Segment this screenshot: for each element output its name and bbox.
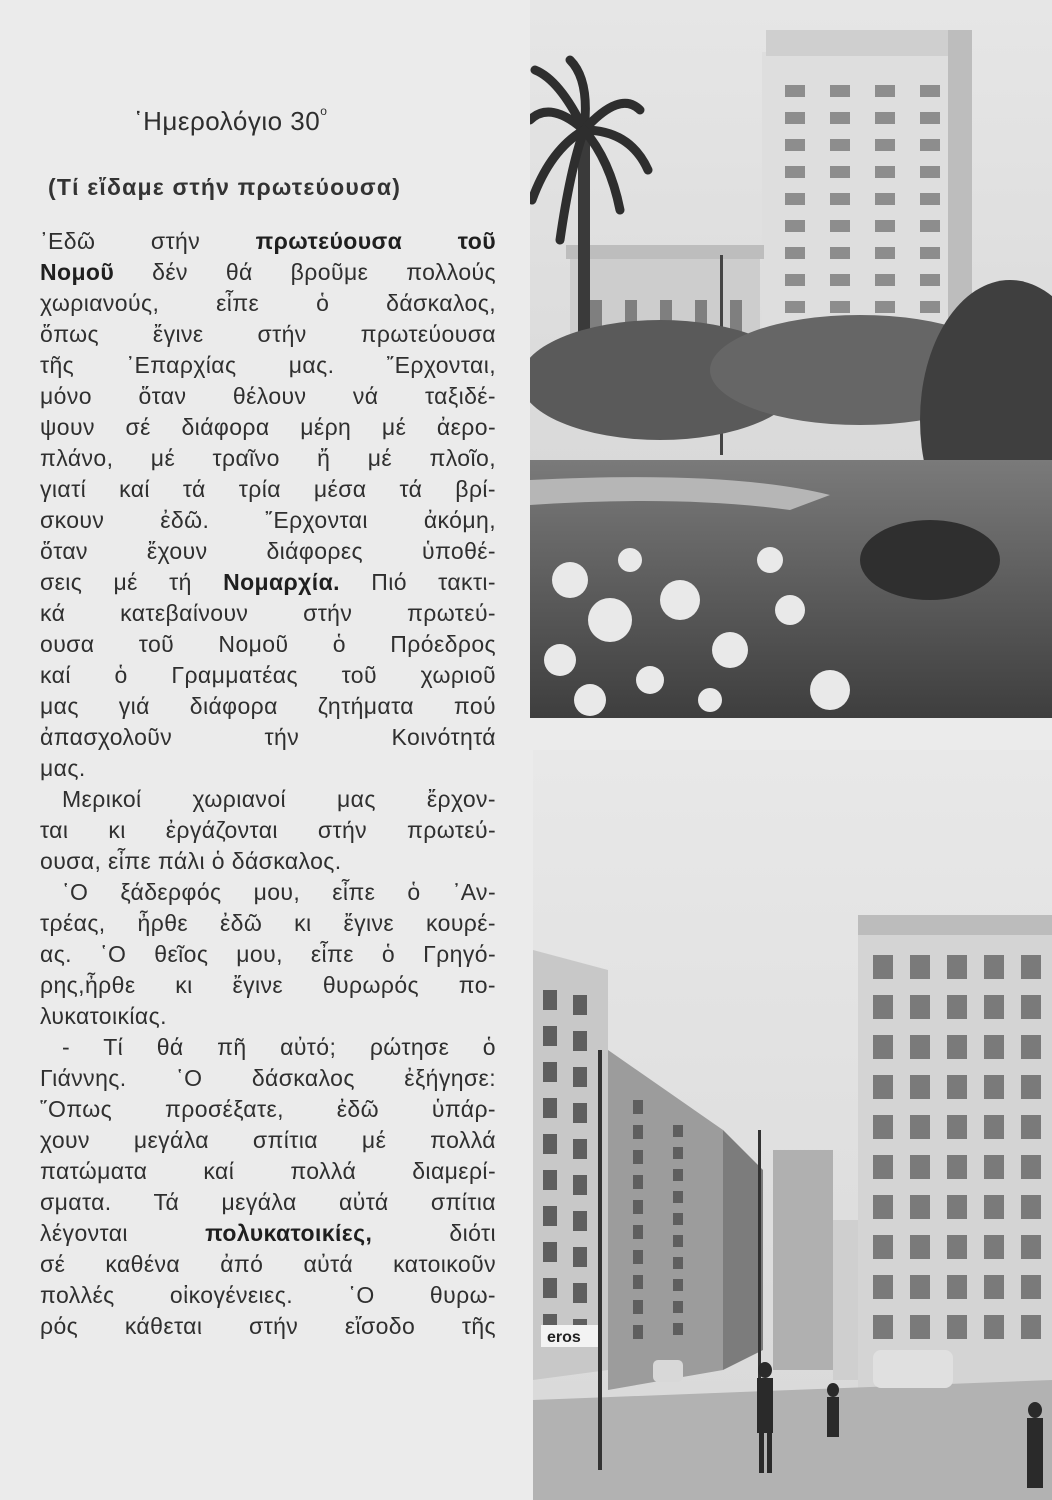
window <box>920 220 940 232</box>
window <box>785 166 805 178</box>
window <box>984 1035 1004 1059</box>
window <box>673 1191 683 1203</box>
text-line <box>40 939 496 970</box>
text-run: δέν θά βροῦμε πολλούς <box>114 259 496 285</box>
window <box>984 1115 1004 1139</box>
window <box>785 220 805 232</box>
window <box>875 112 895 124</box>
window <box>1021 1315 1041 1339</box>
window <box>910 1235 930 1259</box>
window <box>910 1155 930 1179</box>
text-run: τρέας, ἦρθε ἐδῶ κι ἔγινε κουρέ- <box>40 910 496 936</box>
text-run: σέ καθένα ἀπό αὐτά κατοικοῦν <box>40 1251 496 1277</box>
text-run: ρός κάθεται στήν εἴσοδο τῆς <box>40 1313 496 1339</box>
window <box>920 247 940 259</box>
text-run: σματα. Τά μεγάλα αὐτά σπίτια <box>40 1189 496 1215</box>
window <box>633 1325 643 1339</box>
window <box>673 1279 683 1291</box>
window <box>984 1155 1004 1179</box>
flower <box>552 562 588 598</box>
text-run: ὅπως ἔγινε στήν πρωτεύουσα <box>40 321 496 347</box>
text-line <box>40 1249 496 1280</box>
window <box>573 1067 587 1087</box>
window <box>873 955 893 979</box>
window <box>1021 1195 1041 1219</box>
window <box>633 1150 643 1164</box>
text-line <box>40 474 496 505</box>
text-run: ται κι ἐργάζονται στήν πρωτεύ- <box>40 817 496 843</box>
flower <box>757 547 783 573</box>
text-run: ῾Ο ξάδερφός μου, εἶπε ὁ ᾿Αν- <box>62 879 496 905</box>
text-line <box>40 319 496 350</box>
window <box>873 1275 893 1299</box>
text-run: λυκατοικίας. <box>40 1003 167 1029</box>
window <box>875 193 895 205</box>
window <box>673 1257 683 1269</box>
window <box>1021 1115 1041 1139</box>
window <box>875 274 895 286</box>
window <box>947 1315 967 1339</box>
text-run: κά κατεβαίνουν στήν πρωτεύ- <box>40 600 496 626</box>
window <box>984 995 1004 1019</box>
title-text: ῾Ημερολόγιο 30 <box>134 106 321 136</box>
text-line <box>40 381 496 412</box>
text-line <box>40 536 496 567</box>
window <box>543 1206 557 1226</box>
bold-term: πολυκατοικίες, <box>205 1220 373 1246</box>
text-run: ἀπασχολοῦν τήν Κοινότητά <box>40 724 496 750</box>
window <box>1021 1275 1041 1299</box>
window <box>633 1275 643 1289</box>
window <box>830 139 850 151</box>
flower <box>618 548 642 572</box>
text-line <box>40 443 496 474</box>
window <box>785 247 805 259</box>
window <box>920 301 940 313</box>
text-run: μας. <box>40 755 86 781</box>
window <box>947 1035 967 1059</box>
text-line <box>40 1032 496 1063</box>
window <box>673 1213 683 1225</box>
window <box>984 955 1004 979</box>
text-run: καί ὁ Γραμματέας τοῦ χωριοῦ <box>40 662 496 688</box>
window <box>785 112 805 124</box>
window <box>830 274 850 286</box>
text-run: σκουν ἐδῶ. ῎Ερχονται ἀκόμη, <box>40 507 496 533</box>
text-run: σεις μέ τή <box>40 569 224 595</box>
window <box>1021 1035 1041 1059</box>
text-line <box>40 226 496 257</box>
text-line <box>40 1063 496 1094</box>
window <box>873 1315 893 1339</box>
bold-term: Νομοῦ <box>40 259 115 285</box>
window <box>873 1155 893 1179</box>
window <box>947 955 967 979</box>
window <box>920 112 940 124</box>
window <box>910 1275 930 1299</box>
window <box>633 1125 643 1139</box>
window <box>573 1103 587 1123</box>
text-line <box>40 815 496 846</box>
text-run: πλάνο, μέ τραῖνο ἤ μέ πλοῖο, <box>40 445 496 471</box>
text-run: ας. ῾Ο θεῖος μου, εἶπε ὁ Γρηγό- <box>40 941 496 967</box>
text-line <box>40 629 496 660</box>
photo-top-image <box>530 0 1052 718</box>
window <box>543 1170 557 1190</box>
window <box>673 1147 683 1159</box>
text-line <box>40 598 496 629</box>
text-run: ῞Οπως προσέξατε, ἐδῶ ὑπάρ- <box>40 1096 496 1122</box>
window <box>573 1031 587 1051</box>
window <box>573 1247 587 1267</box>
window <box>947 1195 967 1219</box>
window <box>910 1035 930 1059</box>
window <box>873 1115 893 1139</box>
text-run: Μερικοί χωριανοί μας ἔρχον- <box>62 786 496 812</box>
window <box>873 1075 893 1099</box>
text-line <box>40 567 496 598</box>
window <box>873 1235 893 1259</box>
window <box>875 166 895 178</box>
window <box>920 139 940 151</box>
window <box>920 85 940 97</box>
window <box>543 1134 557 1154</box>
window <box>573 1175 587 1195</box>
window <box>785 139 805 151</box>
text-line <box>40 1125 496 1156</box>
text-line <box>40 1094 496 1125</box>
text-line <box>40 350 496 381</box>
text-run: - Τί θά πῆ αὐτό; ρώτησε ὁ <box>62 1034 496 1060</box>
window <box>920 193 940 205</box>
window <box>875 247 895 259</box>
text-line <box>40 1280 496 1311</box>
window <box>785 193 805 205</box>
window <box>830 112 850 124</box>
text-line <box>40 1311 496 1342</box>
text-run: ψουν σέ διάφορα μέρη μέ ἀερο- <box>40 414 496 440</box>
window <box>673 1301 683 1313</box>
window <box>633 1250 643 1264</box>
text-line <box>40 691 496 722</box>
window <box>633 1225 643 1239</box>
window <box>543 1278 557 1298</box>
window <box>1021 1075 1041 1099</box>
window <box>633 1200 643 1214</box>
body-text <box>40 226 496 1342</box>
window <box>785 301 805 313</box>
window <box>830 301 850 313</box>
window <box>875 220 895 232</box>
window <box>673 1169 683 1181</box>
window <box>830 193 850 205</box>
text-run: Πιό τακτι- <box>339 569 496 595</box>
window <box>984 1195 1004 1219</box>
window <box>785 85 805 97</box>
flower <box>775 595 805 625</box>
flower <box>698 688 722 712</box>
shop-sign-text: eros <box>547 1329 581 1346</box>
window <box>910 1075 930 1099</box>
window <box>573 995 587 1015</box>
text-line <box>40 877 496 908</box>
text-line <box>40 288 496 319</box>
text-line <box>40 722 496 753</box>
photo-city-street <box>533 750 1052 1500</box>
text-run: λέγονται <box>40 1220 206 1246</box>
text-run: χουν μεγάλα σπίτια μέ πολλά <box>40 1127 496 1153</box>
window <box>830 220 850 232</box>
window <box>873 1035 893 1059</box>
flower <box>574 684 606 716</box>
window <box>875 139 895 151</box>
text-run: πατώματα καί πολλά διαμερί- <box>40 1158 496 1184</box>
text-run: μας γιά διάφορα ζητήματα πού <box>40 693 496 719</box>
text-run: γιατί καί τά τρία μέσα τά βρί- <box>40 476 496 502</box>
text-run: μόνο ὅταν θέλουν νά ταξιδέ- <box>40 383 496 409</box>
window <box>910 955 930 979</box>
text-run: διότι <box>372 1220 496 1246</box>
window <box>1021 995 1041 1019</box>
window <box>543 1242 557 1262</box>
text-run: πολλές οἰκογένειες. ῾Ο θυρω- <box>40 1282 496 1308</box>
text-line <box>40 753 496 784</box>
window <box>873 1195 893 1219</box>
flower <box>660 580 700 620</box>
title-superscript: ο <box>320 104 328 118</box>
window <box>947 1115 967 1139</box>
text-run: ᾿Εδῶ στήν <box>40 228 256 254</box>
photo-bottom-image <box>533 750 1052 1500</box>
text-line <box>40 660 496 691</box>
text-line <box>40 257 496 288</box>
window <box>673 1235 683 1247</box>
text-line <box>40 1187 496 1218</box>
window <box>830 166 850 178</box>
window <box>673 1125 683 1137</box>
window <box>910 995 930 1019</box>
window <box>873 995 893 1019</box>
window <box>910 1115 930 1139</box>
text-line <box>40 1156 496 1187</box>
text-run: ουσα, εἶπε πάλι ὁ δάσκαλος. <box>40 848 342 874</box>
window <box>573 1211 587 1231</box>
text-line <box>40 784 496 815</box>
bold-term: Νομαρχία. <box>223 569 340 595</box>
window <box>947 1155 967 1179</box>
window <box>984 1235 1004 1259</box>
flower <box>544 644 576 676</box>
flower <box>712 632 748 668</box>
window <box>947 995 967 1019</box>
window <box>947 1275 967 1299</box>
text-run: Γιάννης. ῾Ο δάσκαλος ἐξήγησε: <box>40 1065 496 1091</box>
window <box>875 85 895 97</box>
text-run: ρης,ἦρθε κι ἔγινε θυρωρός πο- <box>40 972 496 998</box>
window <box>947 1235 967 1259</box>
text-run: χωριανούς, εἶπε ὁ δάσκαλος, <box>40 290 496 316</box>
text-run: ὅταν ἔχουν διάφορες ὑποθέ- <box>40 538 496 564</box>
page-subtitle: (Τί εἴδαμε στήν πρωτεύουσα) <box>48 174 402 200</box>
window <box>910 1315 930 1339</box>
window <box>984 1075 1004 1099</box>
window <box>920 274 940 286</box>
text-line <box>40 970 496 1001</box>
text-line <box>40 1218 496 1249</box>
flower <box>810 670 850 710</box>
window <box>830 247 850 259</box>
text-line <box>40 1001 496 1032</box>
window <box>543 990 557 1010</box>
window <box>920 166 940 178</box>
window <box>543 1062 557 1082</box>
window <box>830 85 850 97</box>
flower <box>588 598 632 642</box>
window <box>1021 1155 1041 1179</box>
text-run: ουσα τοῦ Νομοῦ ὁ Πρόεδρος <box>40 631 496 657</box>
window <box>910 1195 930 1219</box>
text-line <box>40 846 496 877</box>
text-line <box>40 505 496 536</box>
window <box>1021 955 1041 979</box>
text-line <box>40 412 496 443</box>
window <box>984 1315 1004 1339</box>
window <box>633 1300 643 1314</box>
window <box>673 1323 683 1335</box>
window <box>573 1139 587 1159</box>
window <box>633 1100 643 1114</box>
window <box>1021 1235 1041 1259</box>
window <box>947 1075 967 1099</box>
window <box>633 1175 643 1189</box>
window <box>984 1275 1004 1299</box>
window <box>785 274 805 286</box>
window <box>543 1026 557 1046</box>
text-run: τῆς ᾿Επαρχίας μας. ῎Ερχονται, <box>40 352 496 378</box>
photo-square-garden <box>530 0 1052 718</box>
window <box>543 1098 557 1118</box>
text-line <box>40 908 496 939</box>
bold-term: πρωτεύουσα τοῦ <box>255 228 496 254</box>
window <box>573 1283 587 1303</box>
flower <box>636 666 664 694</box>
page-title <box>134 106 327 137</box>
window <box>875 301 895 313</box>
